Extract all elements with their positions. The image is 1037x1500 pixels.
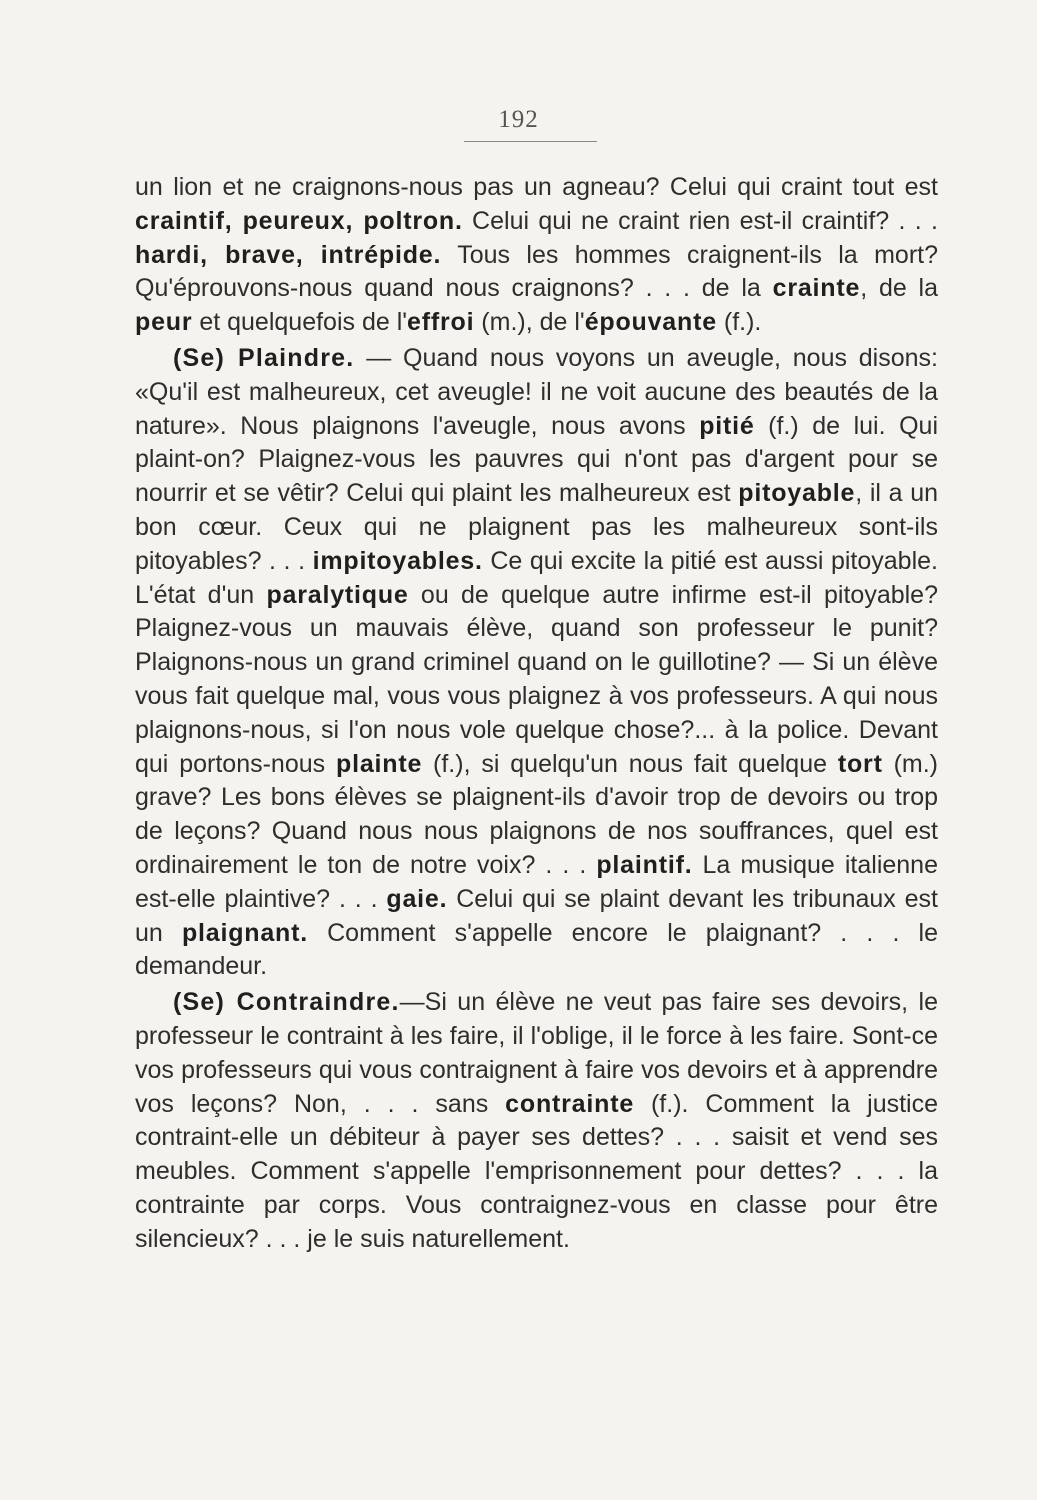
text-run: Comment s'appelle encore le plaignant? . . . le demandeur. [135, 918, 938, 981]
vocabulary-term: plainte [336, 749, 423, 778]
text-run: La musique italienne est-elle plaintive? . . . [135, 850, 938, 913]
entry-headword: (Se) Contraindre. [173, 988, 400, 1017]
vocabulary-term: impitoyables. [312, 546, 483, 575]
text-run: (f.) de lui. Qui plaint-on? Plaignez-vous les pauvres qui n'ont pas d'argent pour se nourrir et se vêtir? Celui qui plaint les malheureux est [135, 411, 938, 508]
vocabulary-term: pitié [699, 411, 755, 440]
vocabulary-term: craintif, peureux, poltron. [135, 206, 463, 235]
vocabulary-term: plaintif. [596, 850, 693, 879]
vocabulary-term: crainte [772, 274, 861, 303]
text-run: , de la [860, 274, 939, 303]
page-number-rule [464, 141, 597, 142]
text-run: — Quand nous voyons un aveugle, nous disons: «Qu'il est malheureux, cet aveugle! il ne voit aucune des beautés de la nature». Nous plaignons l'aveugle, nous avons [135, 343, 938, 440]
text-run: (m.) grave? Les bons élèves se plaignent-ils d'avoir trop de devoirs ou trop de leçons? Quand nous nous plaignons de nos souffrances, quel est ordinairement le ton de notre voix? . . . [135, 749, 938, 879]
vocabulary-term: plaignant. [181, 918, 308, 947]
text-run: (m.), de l' [474, 308, 585, 337]
vocabulary-term: épouvante [584, 308, 717, 337]
paragraph [135, 171, 938, 340]
text-run: ou de quelque autre infirme est-il pitoyable? Plaignez-vous un mauvais élève, quand son professeur le punit? Plaignons-nous un grand criminel quand on le guillotine? — Si un élève vous fait quelque mal, vous vous plaignez à vos professeurs. A qui nous plaignons-nous, si l'on nous vole quelque chose?... à la police. Devant qui portons-nous [135, 580, 938, 778]
text-run: Celui qui ne craint rien est-il craintif? . . . [462, 206, 938, 235]
page-number: 192 [498, 106, 539, 133]
body-text [135, 171, 938, 1257]
vocabulary-term: contrainte [505, 1089, 635, 1118]
vocabulary-term: effroi [407, 308, 475, 337]
entry-headword: (Se) Plaindre. [173, 343, 355, 372]
vocabulary-term: gaie. [386, 884, 448, 913]
text-run: Celui qui se plaint devant les tribunaux est un [135, 884, 939, 947]
text-run: un lion et ne craignons-nous pas un agneau? Celui qui craint tout est [135, 173, 938, 201]
text-run: (f.), si quelqu'un nous fait quelque [422, 749, 838, 778]
vocabulary-term: hardi, brave, intrépide. [135, 240, 442, 269]
vocabulary-term: peur [135, 308, 193, 337]
paragraph [135, 342, 938, 984]
text-run: —Si un élève ne veut pas faire ses devoirs, le professeur le contraint à les faire, il l'oblige, il le force à les faire. Sont-ce vos professeurs qui vous contraignent à faire vos devoirs et à apprendre vos leçons? Non, . . . sans [135, 988, 938, 1118]
text-run: Ce qui excite la pitié est aussi pitoyable. L'état d'un [135, 546, 938, 609]
vocabulary-term: pitoyable [738, 479, 856, 508]
text-run: (f.). Comment la justice contraint-elle un débiteur à payer ses dettes? . . . saisit et vend ses meubles. Comment s'appelle l'emprisonnement pour dettes? . . . la contrainte par corps. Vous contraignez-vous en classe pour être silencieux? . . . je le suis naturellement. [135, 1089, 938, 1253]
text-run: (f.). [716, 308, 762, 337]
vocabulary-term: paralytique [266, 580, 409, 609]
text-run: Tous les hommes craignent-ils la mort? Qu'éprouvons-nous quand nous craignons? . . . de la [135, 240, 938, 303]
text-run: et quelquefois de l' [192, 308, 408, 337]
vocabulary-term: tort [837, 749, 883, 778]
text-run: , il a un bon cœur. Ceux qui ne plaignent pas les malheureux sont-ils pitoyables? . . . [135, 479, 939, 575]
paragraph [135, 986, 938, 1256]
